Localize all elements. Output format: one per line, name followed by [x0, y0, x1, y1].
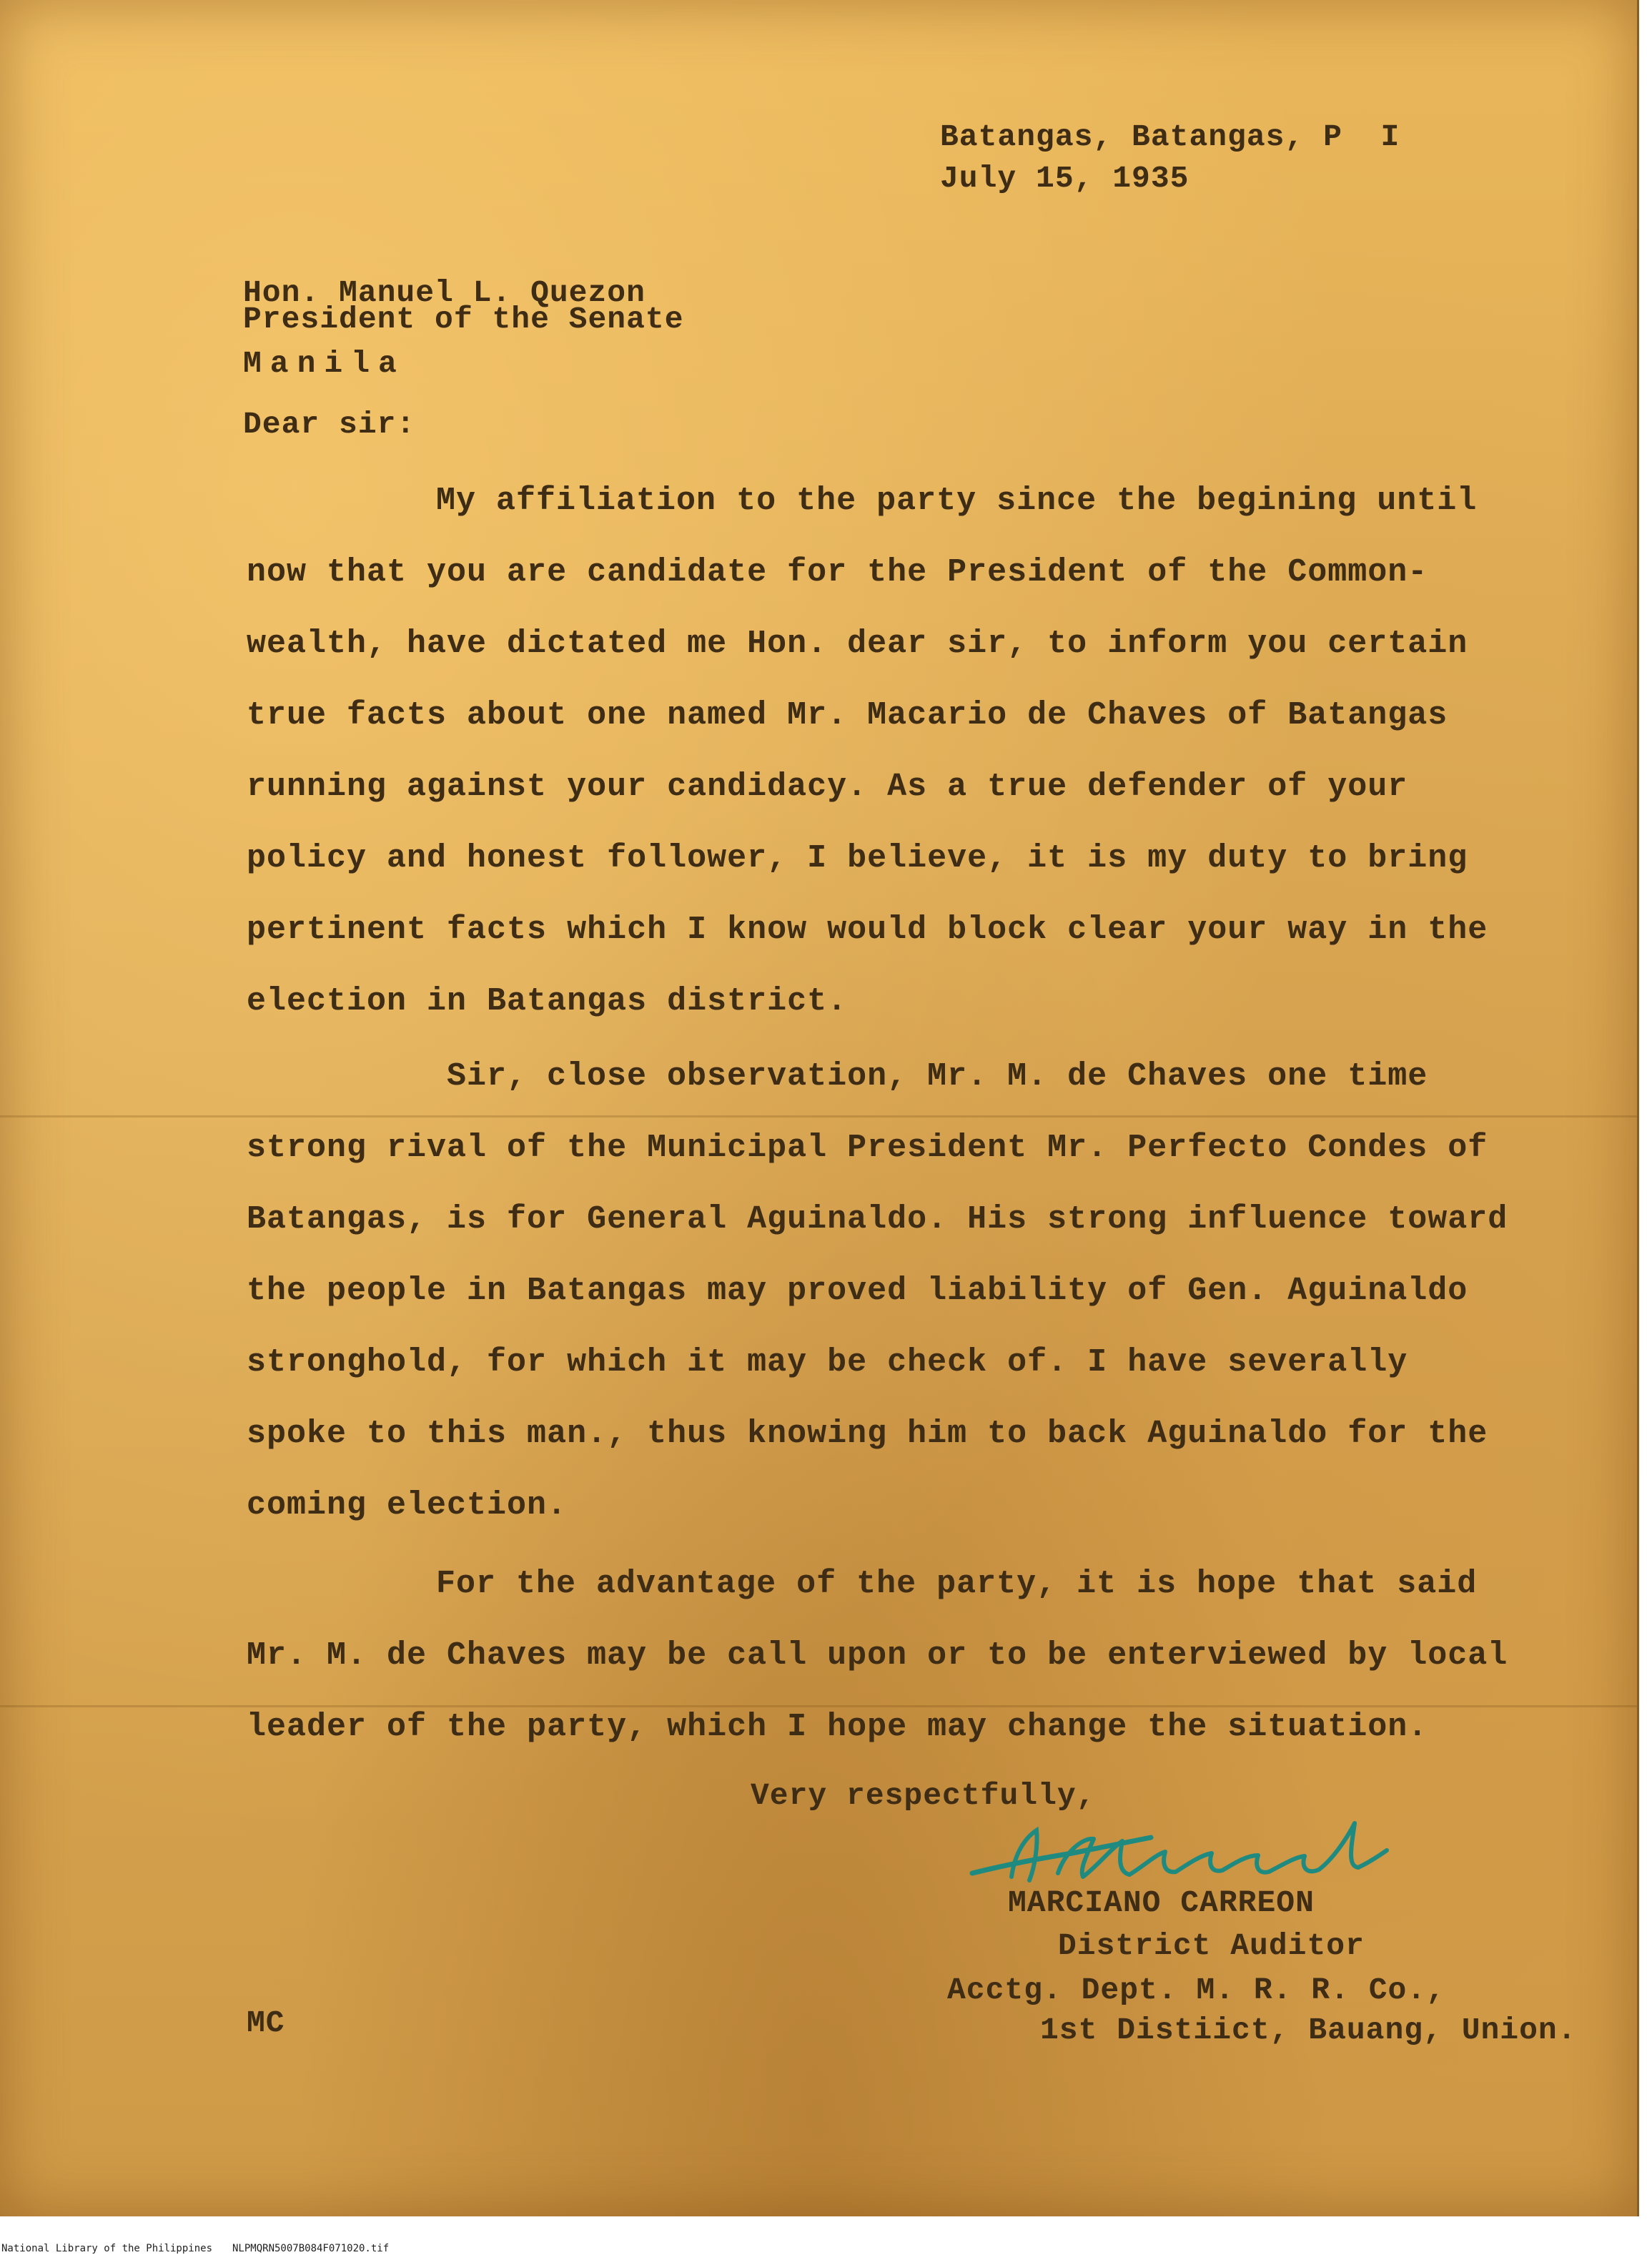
body-line: coming election. — [247, 1487, 568, 1524]
body-line: My affiliation to the party since the begining until — [436, 483, 1478, 519]
body-line: Batangas, is for General Aguinaldo. His strong influence toward — [247, 1201, 1508, 1238]
body-paragraph-2 — [247, 1058, 1633, 1559]
salutation: Dear sir: — [243, 407, 416, 442]
body-line: Mr. M. de Chaves may be call upon or to be enterviewed by local — [247, 1637, 1508, 1674]
recipient-title: President of the Senate — [243, 302, 684, 337]
recipient-name: Hon. Manuel L. Quezon — [243, 275, 646, 310]
body-line: stronghold, for which it may be check of. I have severally — [247, 1344, 1408, 1381]
scan-footer — [0, 2241, 1652, 2255]
body-line: wealth, have dictated me Hon. dear sir, to inform you certain — [247, 626, 1468, 662]
library-credit: National Library of the Philippines — [1, 2243, 213, 2254]
body-line: pertinent facts which I know would block clear your way in the — [247, 912, 1488, 948]
letter-date: July 15, 1935 — [940, 161, 1189, 196]
signer-name: MARCIANO CARREON — [1008, 1885, 1315, 1920]
file-identifier: NLPMQRN5007B084F071020.tif — [232, 2243, 390, 2254]
typist-initials: MC — [247, 2005, 285, 2041]
body-line: leader of the party, which I hope may change the situation. — [247, 1709, 1428, 1745]
body-paragraph-1 — [247, 483, 1633, 1055]
body-paragraph-3 — [247, 1566, 1633, 1780]
body-line: spoke to this man., thus knowing him to back Aguinaldo for the — [247, 1416, 1488, 1452]
closing: Very respectfully, — [751, 1778, 1096, 1813]
recipient-city: Manila — [243, 346, 405, 381]
letter-place: Batangas, Batangas, P I — [940, 119, 1400, 154]
signer-title: District Auditor — [1058, 1928, 1365, 1963]
body-line: Sir, close observation, Mr. M. de Chaves one time — [447, 1058, 1428, 1095]
body-line: running against your candidacy. As a true defender of your — [247, 769, 1408, 805]
body-line: true facts about one named Mr. Macario de Chaves of Batangas — [247, 697, 1448, 734]
body-line: strong rival of the Municipal President Mr. Perfecto Condes of — [247, 1130, 1488, 1166]
body-line: now that you are candidate for the President of the Common- — [247, 554, 1428, 591]
signer-department: Acctg. Dept. M. R. R. Co., — [947, 1973, 1445, 2008]
body-line: election in Batangas district. — [247, 983, 848, 1020]
body-line: policy and honest follower, I believe, it is my duty to bring — [247, 840, 1468, 877]
signer-district: 1st Distiict, Bauang, Union. — [1040, 2013, 1577, 2048]
body-line: the people in Batangas may proved liability of Gen. Aguinaldo — [247, 1273, 1468, 1309]
body-line: For the advantage of the party, it is hope that said — [436, 1566, 1478, 1602]
